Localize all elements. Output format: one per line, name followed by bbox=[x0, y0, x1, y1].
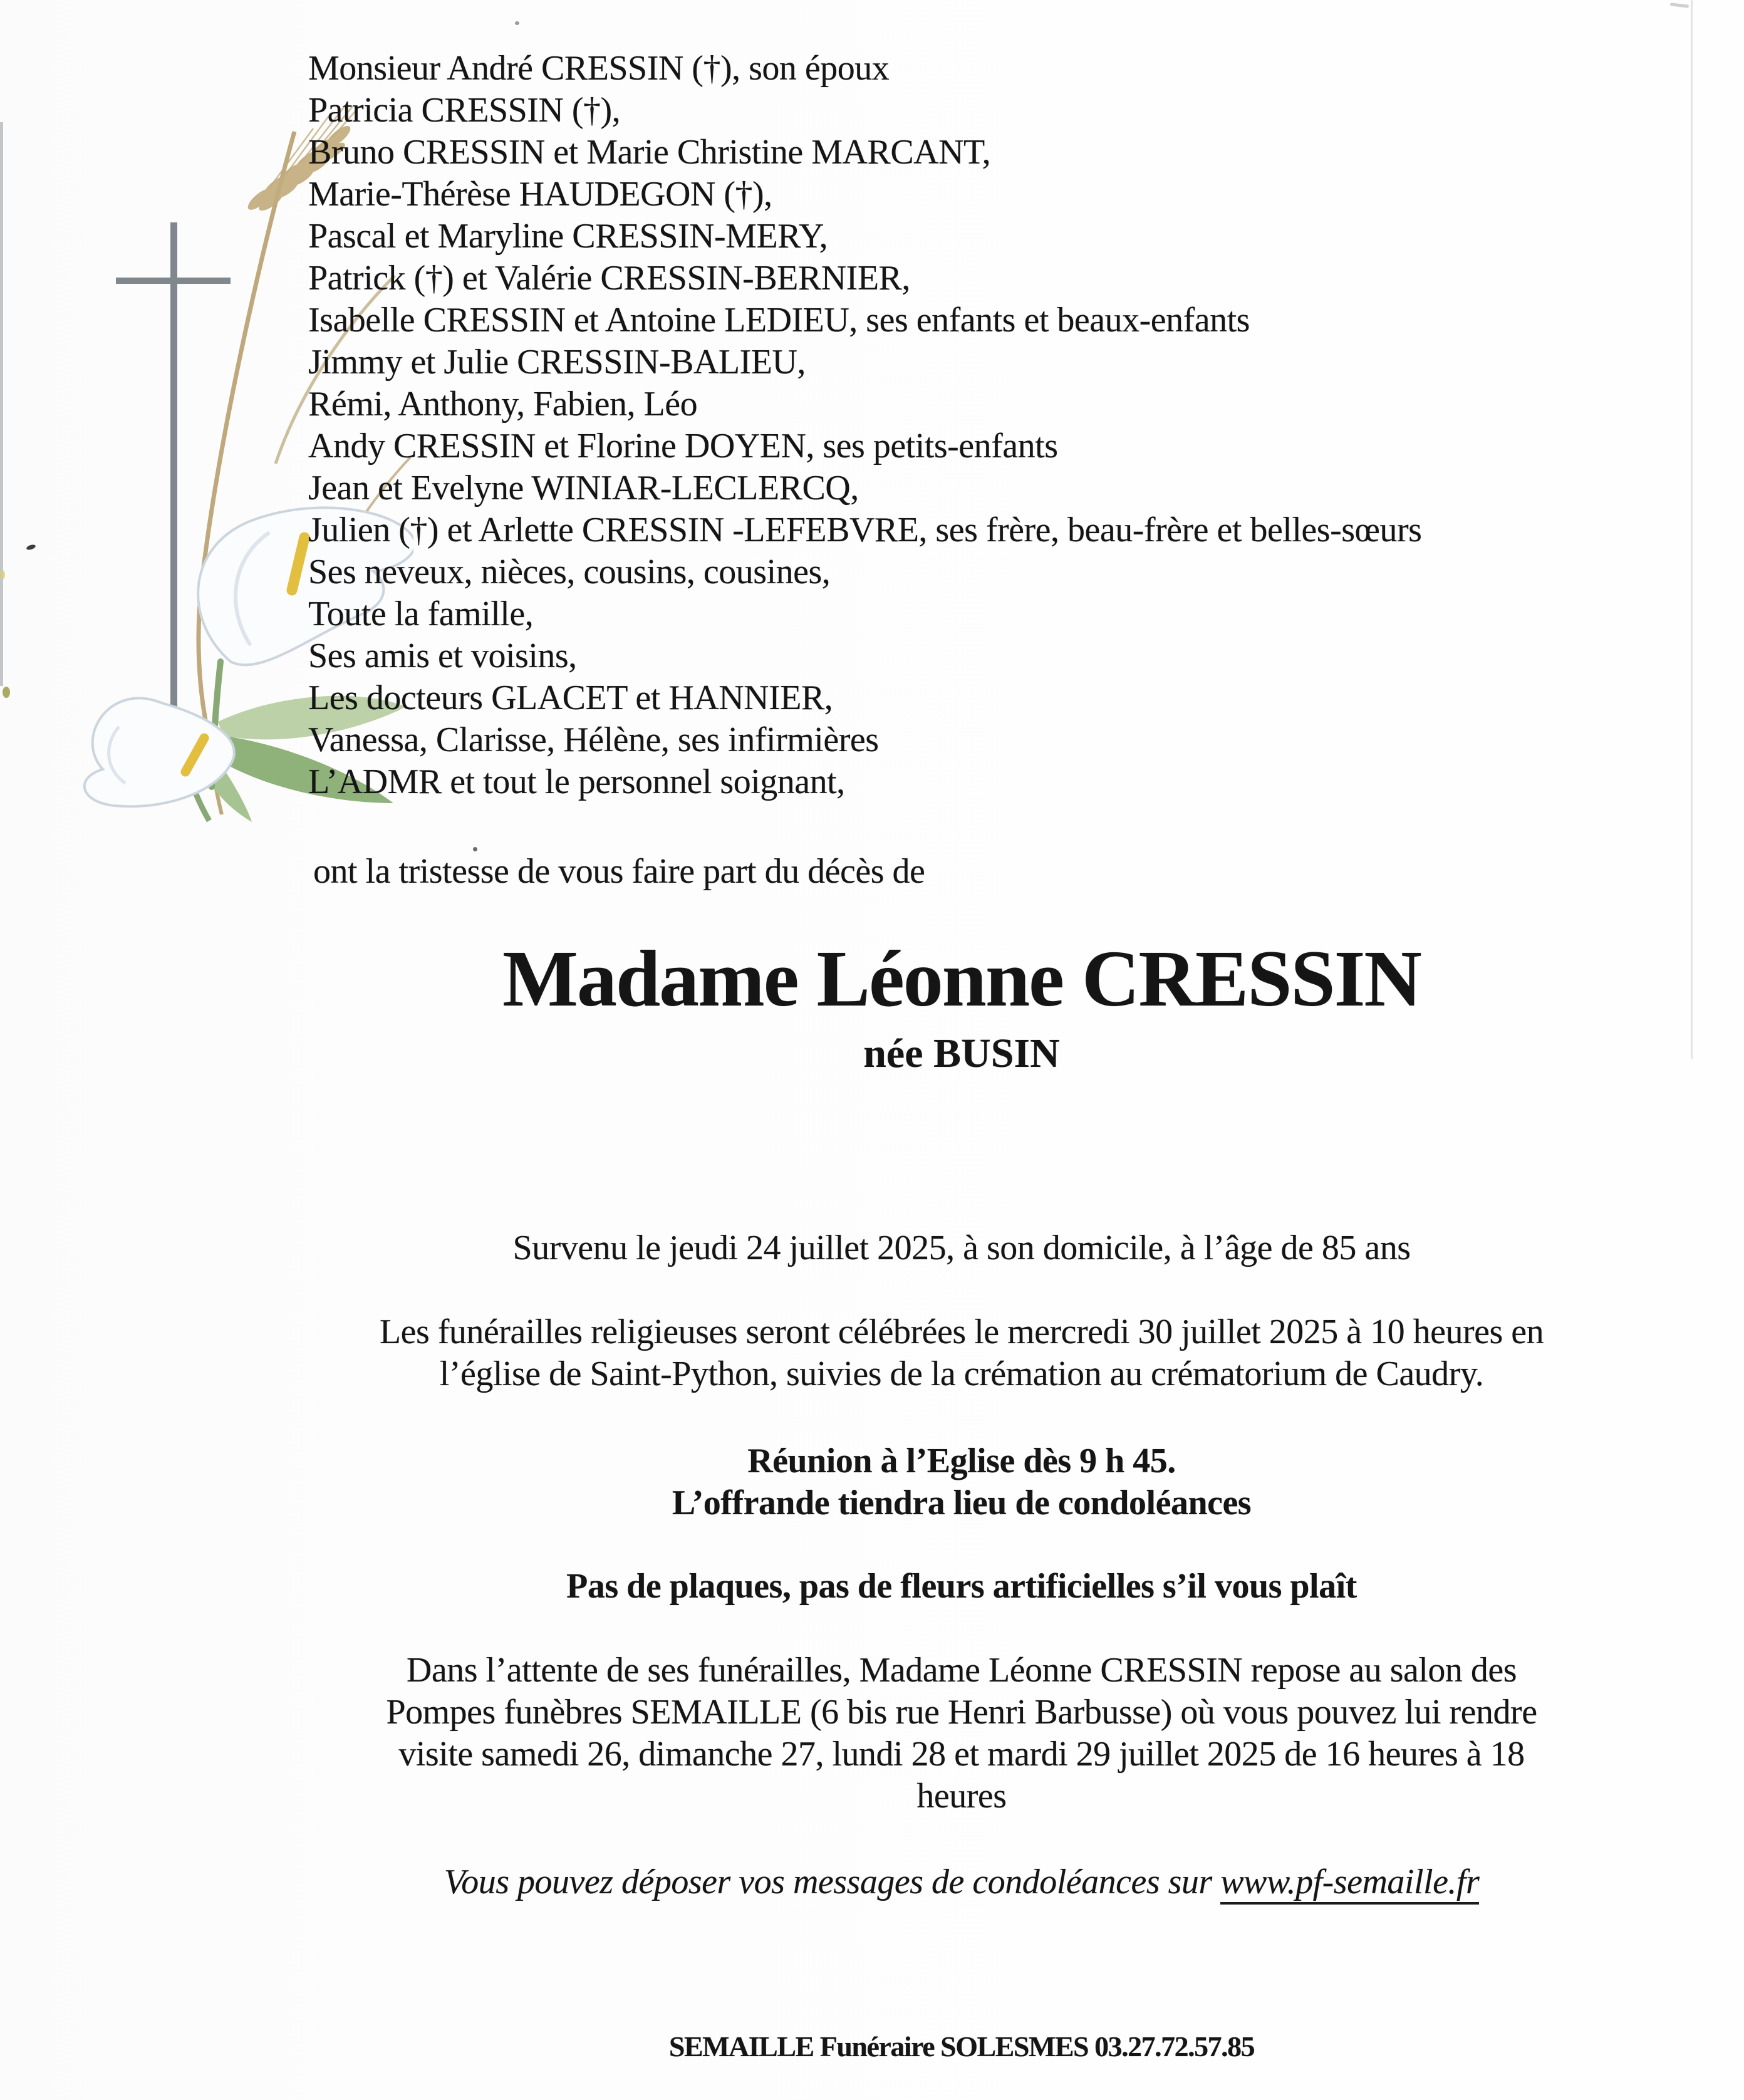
repose-info-line: visite samedi 26, dimanche 27, lundi 28 et mardi 29 juillet 2025 de 16 heures à 18 bbox=[398, 1735, 1525, 1774]
meeting-info-line: Réunion à l’Eglise dès 9 h 45. bbox=[747, 1442, 1176, 1480]
scan-speck bbox=[515, 21, 519, 25]
family-line: Monsieur André CRESSIN (†), son époux bbox=[308, 49, 890, 88]
deceased-name: Madame Léonne CRESSIN bbox=[502, 934, 1421, 1023]
condolence-text: Vous pouvez déposer vos messages de condoléances sur bbox=[444, 1863, 1221, 1901]
meeting-info bbox=[288, 1440, 1635, 1524]
scan-speck bbox=[0, 570, 5, 580]
family-line: Patricia CRESSIN (†), bbox=[308, 91, 621, 130]
family-line: Rémi, Anthony, Fabien, Léo bbox=[308, 385, 698, 424]
family-line: Les docteurs GLACET et HANNIER, bbox=[308, 678, 833, 717]
death-info-line: Survenu le jeudi 24 juillet 2025, à son domicile, à l’âge de 85 ans bbox=[512, 1229, 1411, 1267]
family-line: Patrick (†) et Valérie CRESSIN-BERNIER, bbox=[308, 259, 910, 298]
funeral-home-footer: SEMAILLE Funéraire SOLESMES 03.27.72.57.85 bbox=[668, 2030, 1255, 2062]
repose-info-line: Dans l’attente de ses funérailles, Madame Léonne CRESSIN repose au salon des bbox=[406, 1651, 1517, 1690]
family-line: Bruno CRESSIN et Marie Christine MARCANT, bbox=[308, 133, 991, 172]
intro-line: ont la tristesse de vous faire part du décès de bbox=[313, 852, 925, 891]
meeting-info-line: L’offrande tiendra lieu de condoléances bbox=[672, 1484, 1252, 1522]
family-line: Vanessa, Clarisse, Hélène, ses infirmières bbox=[308, 720, 879, 759]
family-list bbox=[308, 48, 1421, 803]
repose-info bbox=[288, 1650, 1635, 1817]
family-line: Isabelle CRESSIN et Antoine LEDIEU, ses enfants et beaux-enfants bbox=[308, 301, 1250, 340]
cross-icon bbox=[116, 222, 231, 724]
repose-info-line: Pompes funèbres SEMAILLE (6 bis rue Henri Barbusse) où vous pouvez lui rendre bbox=[386, 1693, 1537, 1732]
family-line: Jean et Evelyne WINIAR-LECLERCQ, bbox=[308, 469, 859, 507]
family-line: Jimmy et Julie CRESSIN-BALIEU, bbox=[308, 343, 806, 382]
funeral-info-line: Les funérailles religieuses seront célébrées le mercredi 30 juillet 2025 à 10 heures en bbox=[379, 1312, 1544, 1351]
maiden-name: née BUSIN bbox=[863, 1031, 1060, 1076]
funeral-info bbox=[288, 1311, 1635, 1395]
family-line: L’ADMR et tout le personnel soignant, bbox=[308, 762, 845, 801]
funeral-info-line: l’église de Saint-Python, suivies de la crémation au crématorium de Caudry. bbox=[439, 1354, 1484, 1393]
scan-speck bbox=[3, 687, 10, 698]
scan-right-line bbox=[1691, 0, 1693, 1059]
repose-info-line: heures bbox=[916, 1777, 1007, 1816]
family-line: Julien (†) et Arlette CRESSIN -LEFEBVRE, ses frère, beau-frère et belles-sœurs bbox=[308, 511, 1422, 549]
condolence-website-url: www.pf-semaille.fr bbox=[1220, 1863, 1479, 1905]
scan-edge-strip bbox=[0, 122, 3, 686]
condolence-line bbox=[288, 1861, 1635, 1903]
scan-speck bbox=[473, 847, 477, 851]
family-line: Andy CRESSIN et Florine DOYEN, ses petits-enfants bbox=[308, 427, 1058, 465]
family-line: Pascal et Maryline CRESSIN-MERY, bbox=[308, 217, 828, 256]
family-line: Toute la famille, bbox=[308, 595, 534, 633]
family-line: Marie-Thérèse HAUDEGON (†), bbox=[308, 175, 772, 214]
family-line: Ses amis et voisins, bbox=[308, 637, 577, 675]
request-line: Pas de plaques, pas de fleurs artificielles s’il vous plaît bbox=[566, 1567, 1357, 1606]
scan-speck bbox=[1670, 3, 1689, 8]
family-line: Ses neveux, nièces, cousins, cousines, bbox=[308, 553, 831, 591]
